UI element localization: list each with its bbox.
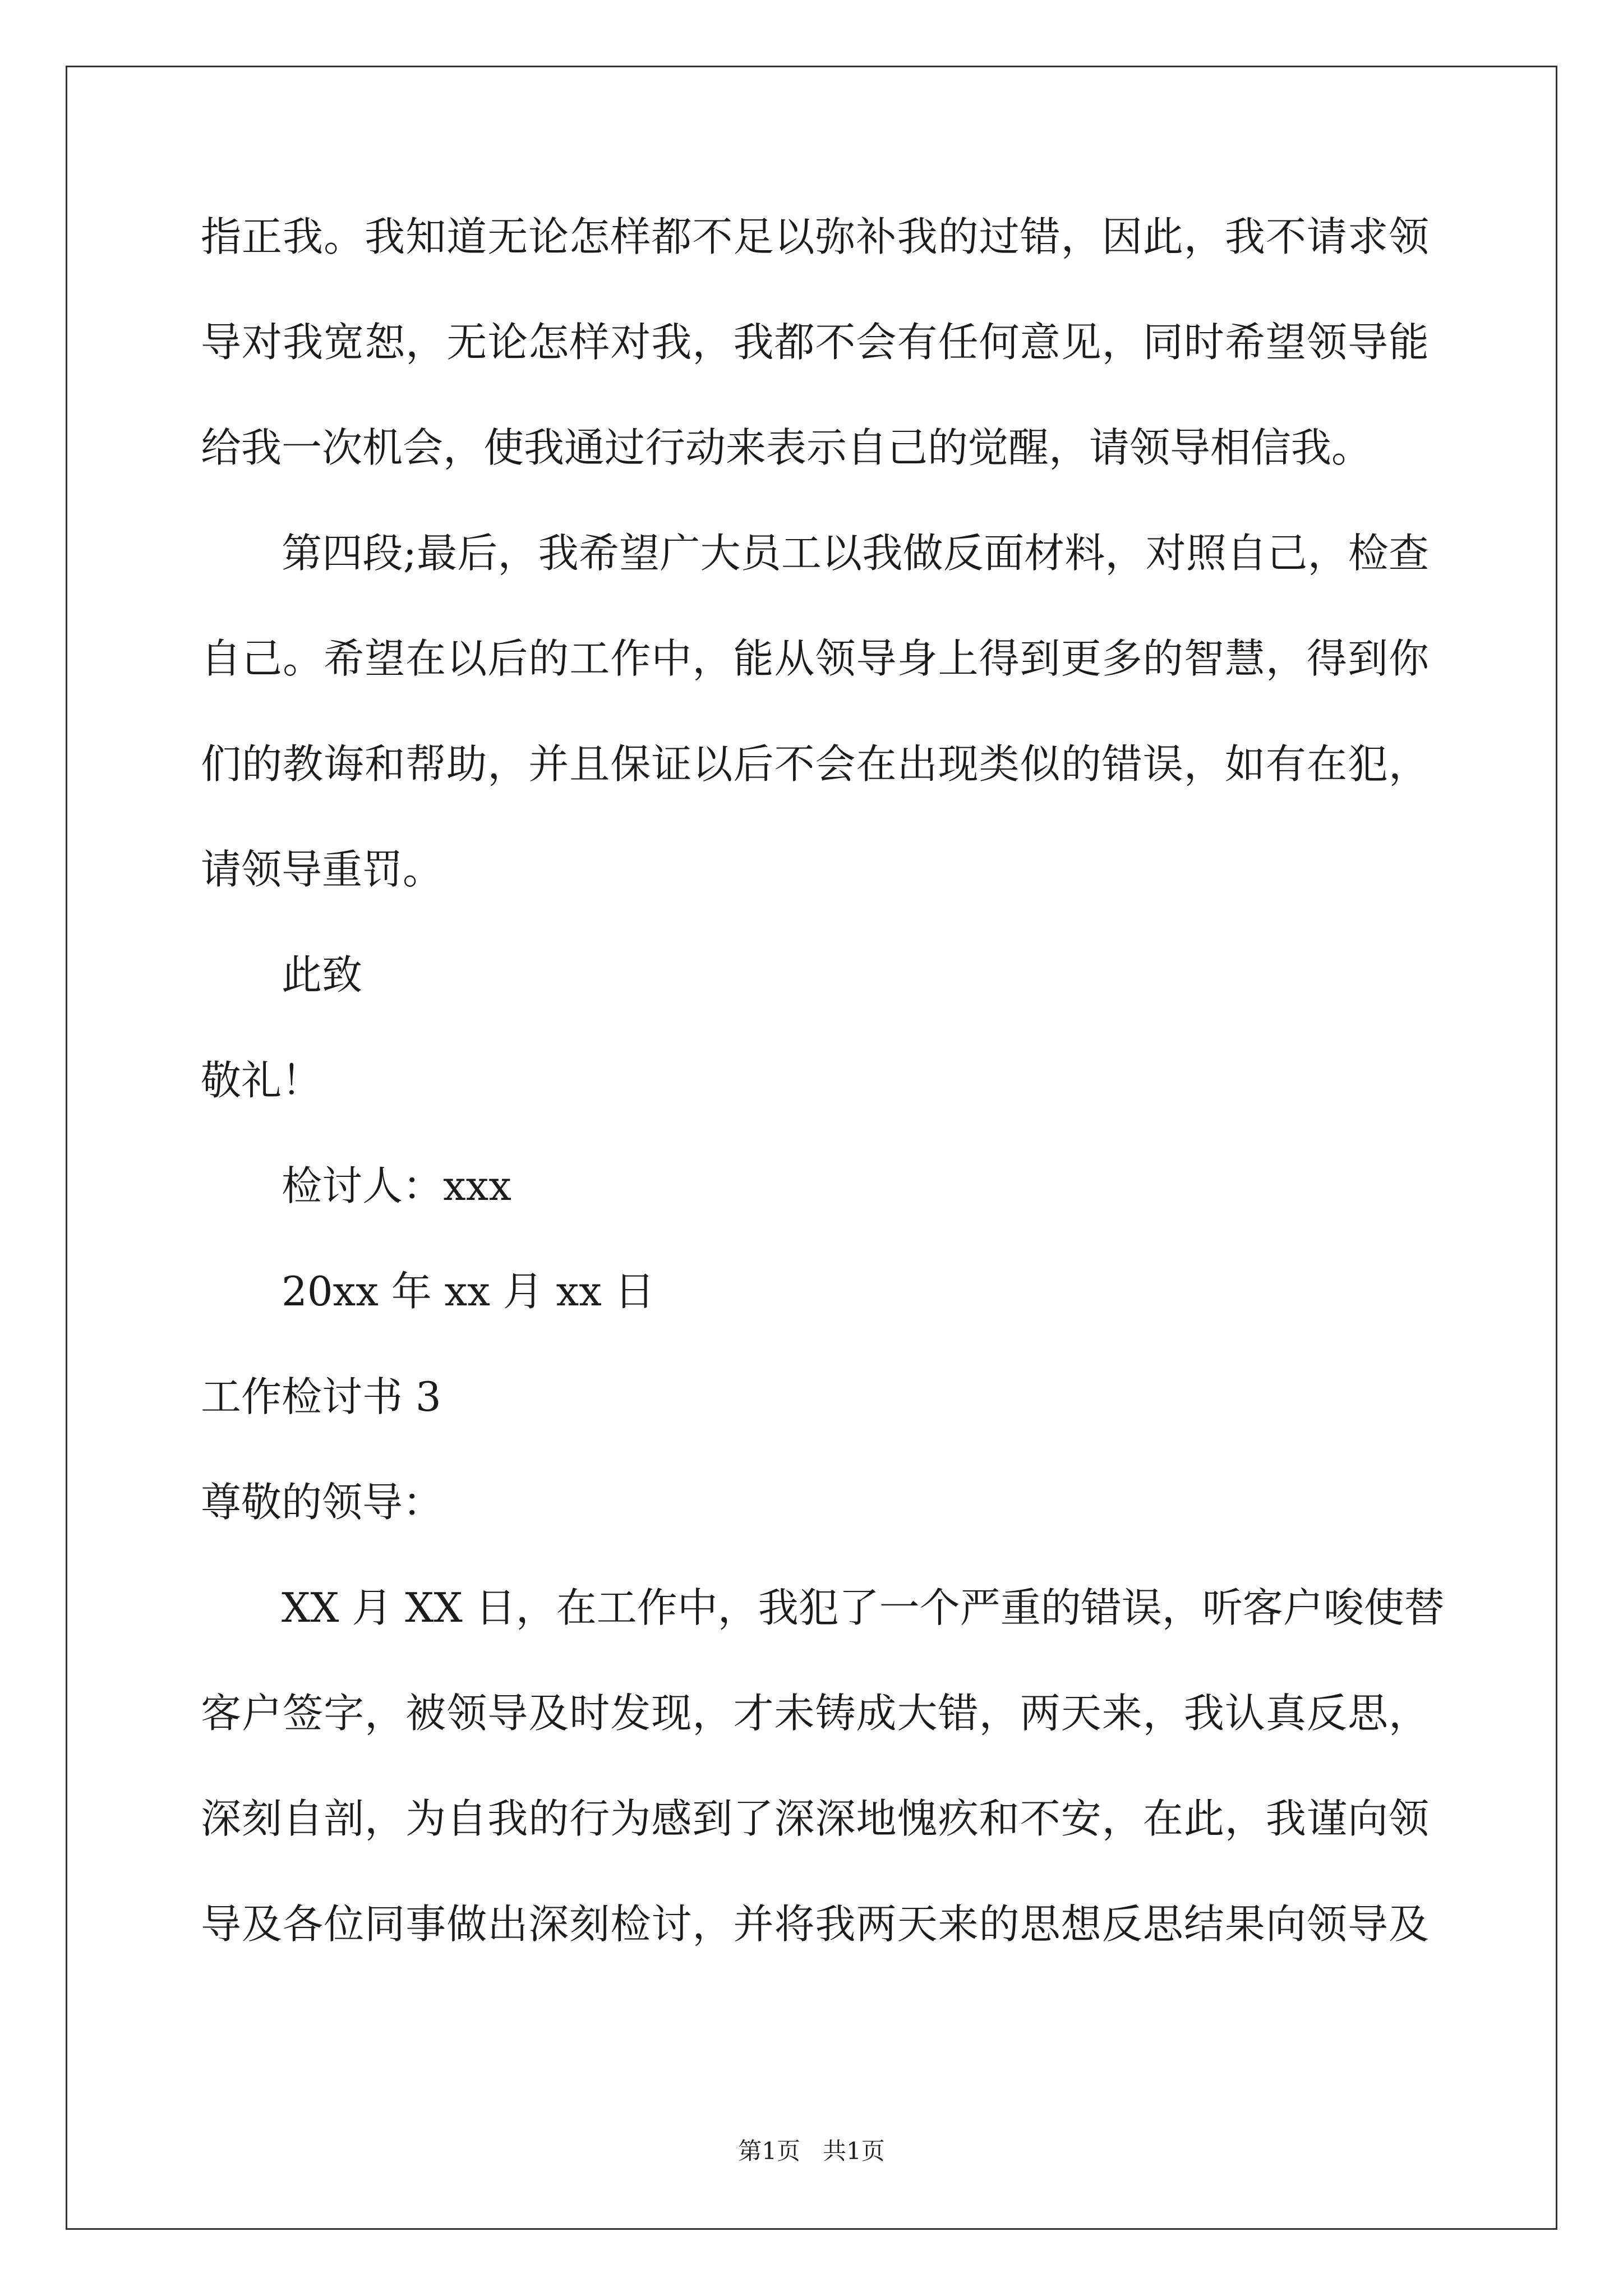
text-line: 给我一次机会，使我通过行动来表示自己的觉醒，请领导相信我。 (201, 424, 1372, 471)
date-line: 20xx 年 xx 月 xx 日 (282, 1268, 655, 1315)
text-line: 客户签字，被领导及时发现，才未铸成大错，两天来，我认真反思， (201, 1690, 1429, 1737)
text-line: 自己。希望在以后的工作中，能从领导身上得到更多的智慧，得到你 (201, 635, 1429, 682)
text-line: 们的教诲和帮助，并且保证以后不会在出现类似的错误，如有在犯， (201, 740, 1429, 788)
text-line: 深刻自剖，为自我的行为感到了深深地愧疚和不安，在此，我谨向领 (201, 1795, 1429, 1842)
text-line: XX 月 XX 日，在工作中，我犯了一个严重的错误，听客户唆使替 (282, 1584, 1445, 1631)
text-line: 请领导重罚。 (201, 846, 444, 893)
closing-salutation: 此致 (282, 951, 363, 999)
signature-line: 检讨人：xxx (282, 1162, 511, 1209)
section-title: 工作检讨书 3 (201, 1373, 441, 1420)
text-line: 第四段;最后，我希望广大员工以我做反面材料，对照自己，检查 (282, 530, 1429, 577)
page-footer: 第1页 共1页 (738, 2137, 885, 2165)
closing-regards: 敬礼！ (201, 1057, 322, 1104)
greeting: 尊敬的领导： (201, 1479, 444, 1526)
text-line: 指正我。我知道无论怎样都不足以弥补我的过错，因此，我不请求领 (201, 213, 1429, 260)
text-line: 导对我宽恕，无论怎样对我，我都不会有任何意见，同时希望领导能 (201, 319, 1429, 366)
text-line: 导及各位同事做出深刻检讨，并将我两天来的思想反思结果向领导及 (201, 1901, 1429, 1948)
